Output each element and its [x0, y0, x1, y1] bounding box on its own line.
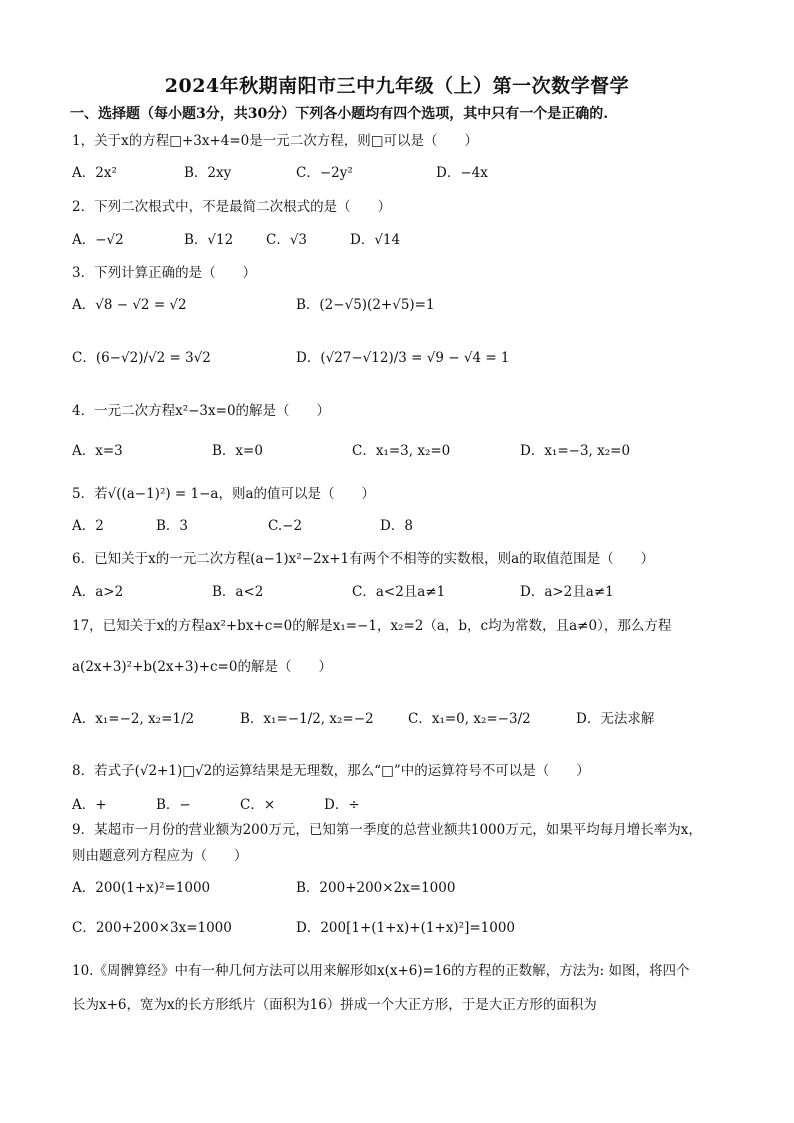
- q2-option-d: D．√14: [350, 232, 401, 248]
- q1-option-c: C．−2y²: [296, 165, 353, 181]
- q9-option-d: D．200[1+(1+x)+(1+x)²]=1000: [296, 920, 516, 936]
- question-6-stem: 6．已知关于x的一元二次方程(a−1)x²−2x+1有两个不相等的实数根，则a的取值范围是（ ）: [72, 551, 655, 567]
- q5-option-b: B．3: [156, 518, 189, 534]
- q7-option-d: D．无法求解: [576, 711, 655, 727]
- q8-option-a: A．+: [72, 797, 107, 813]
- q3-option-a: A．√8 − √2 = √2: [72, 297, 187, 313]
- question-9-stem-line2: 则由题意列方程应为（ ）: [72, 848, 248, 864]
- question-7-stem-line2: a(2x+3)²+b(2x+3)+c=0的解是（ ）: [72, 659, 332, 675]
- question-1-stem: 1，关于x的方程□+3x+4=0是一元二次方程，则□可以是（ ）: [72, 133, 479, 149]
- q9-option-c: C．200+200×3x=1000: [72, 920, 232, 936]
- question-9-stem-line1: 9．某超市一月份的营业额为200万元，已知第一季度的总营业额共1000万元，如果平均每月增长率为x，: [72, 822, 702, 838]
- q5-option-c: C.−2: [268, 518, 303, 534]
- q2-option-a: A．−√2: [72, 232, 124, 248]
- q6-option-a: A．a>2: [72, 584, 124, 600]
- question-10-stem-line1: 10.《周髀算经》中有一种几何方法可以用来解形如x(x+6)=16的方程的正数解，方法为: 如图，将四个: [72, 963, 690, 979]
- q6-option-c: C．a<2且a≠1: [352, 584, 446, 600]
- q9-option-b: B．200+200×2x=1000: [296, 880, 456, 896]
- q8-option-c: C．×: [240, 797, 276, 813]
- question-7-stem-line1: 17，已知关于x的方程ax²+bx+c=0的解是x₁=−1，x₂=2（a，b，c均为常数，且a≠0），那么方程: [72, 618, 672, 634]
- q7-option-c: C．x₁=0, x₂=−3/2: [408, 711, 531, 727]
- q1-option-d: D．−4x: [436, 165, 488, 181]
- q9-option-a: A．200(1+x)²=1000: [72, 880, 211, 896]
- q5-option-a: A．2: [72, 518, 104, 534]
- q1-option-b: B．2xy: [184, 165, 232, 181]
- question-5-stem: 5．若√((a−1)²) = 1−a，则a的值可以是（ ）: [72, 486, 376, 502]
- question-3-stem: 3．下列计算正确的是（ ）: [72, 265, 257, 281]
- q4-option-d: D．x₁=−3, x₂=0: [520, 443, 631, 459]
- q8-option-d: D．÷: [324, 797, 360, 813]
- q6-option-b: B．a<2: [212, 584, 264, 600]
- page-title: 2024年秋期南阳市三中九年级（上）第一次数学督学: [164, 75, 630, 97]
- q6-option-d: D．a>2且a≠1: [520, 584, 614, 600]
- q7-option-b: B．x₁=−1/2, x₂=−2: [240, 711, 374, 727]
- q4-option-a: A．x=3: [72, 443, 123, 459]
- q4-option-b: B．x=0: [212, 443, 263, 459]
- q3-option-d: D．(√27−√12)/3 = √9 − √4 = 1: [296, 350, 510, 366]
- q1-option-a: A．2x²: [72, 165, 117, 181]
- question-4-stem: 4．一元二次方程x²−3x=0的解是（ ）: [72, 403, 331, 419]
- q5-option-d: D．8: [380, 518, 413, 534]
- q4-option-c: C．x₁=3, x₂=0: [352, 443, 451, 459]
- section-heading: 一、选择题（每小题3分，共30分）下列各小题均有四个选项，其中只有一个是正确的.: [70, 106, 609, 122]
- question-2-stem: 2．下列二次根式中，不是最简二次根式的是（ ）: [72, 199, 392, 215]
- question-10-stem-line2: 长为x+6，宽为x的长方形纸片（面积为16）拼成一个大正方形，于是大正方形的面积为: [72, 997, 597, 1013]
- q2-option-c: C．√3: [266, 232, 308, 248]
- q3-option-b: B．(2−√5)(2+√5)=1: [296, 297, 435, 313]
- q8-option-b: B．−: [156, 797, 191, 813]
- question-8-stem: 8．若式子(√2+1)□√2的运算结果是无理数，那么“□”中的运算符号不可以是（ ）: [72, 763, 590, 779]
- q3-option-c: C．(6−√2)/√2 = 3√2: [72, 350, 211, 366]
- q2-option-b: B．√12: [184, 232, 234, 248]
- q7-option-a: A．x₁=−2, x₂=1/2: [72, 711, 195, 727]
